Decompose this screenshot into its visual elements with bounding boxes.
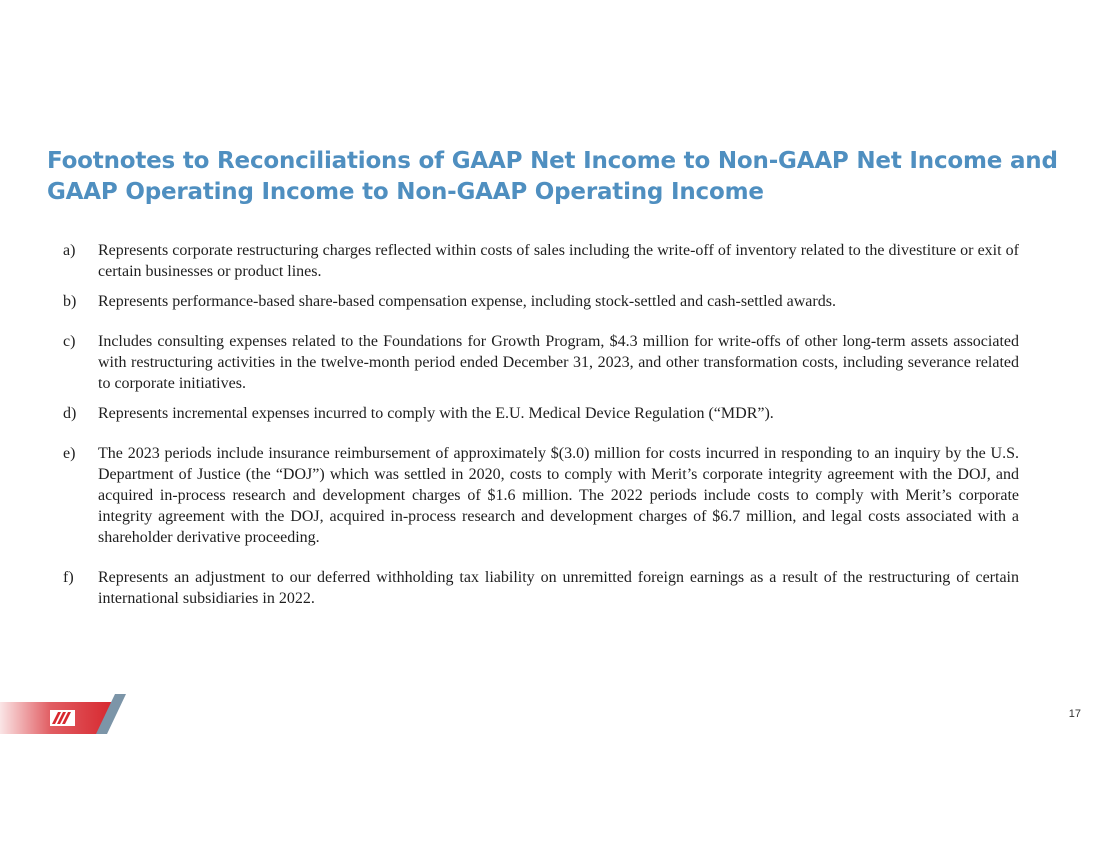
page-title-line-2: GAAP Operating Income to Non-GAAP Operating Income bbox=[47, 179, 764, 205]
footnote-text: Represents incremental expenses incurred to comply with the E.U. Medical Device Regulation (“MDR”). bbox=[98, 405, 774, 422]
footnote-text: Includes consulting expenses related to the Foundations for Growth Program, $4.3 million for write-offs of other long-term assets associated with restructuring activities in the twelve-month period ended December 31, 2023, and other transformation costs, including severance related to corporate initiatives. bbox=[98, 333, 1019, 392]
footnote-marker: a) bbox=[63, 242, 76, 259]
footnote-text: Represents an adjustment to our deferred withholding tax liability on unremitted foreign earnings as a result of the restructuring of certain international subsidiaries in 2022. bbox=[98, 569, 1019, 607]
footnote-text: The 2023 periods include insurance reimbursement of approximately $(3.0) million for costs incurred in responding to an inquiry by the U.S. Department of Justice (the “DOJ”) which was settled in 2020, costs to comply with Merit’s corporate integrity agreement with the DOJ, and acquired in-process research and development charges of $1.6 million. The 2022 periods include costs to comply with Merit’s corporate integrity agreement with the DOJ, acquired in-process research and development charges of $6.7 million, and legal costs associated with a shareholder derivative proceeding. bbox=[98, 445, 1019, 546]
footnote-a bbox=[63, 240, 1019, 282]
footnote-marker: c) bbox=[63, 333, 76, 350]
footnote-b bbox=[63, 291, 1019, 312]
footnotes-list bbox=[63, 240, 1019, 609]
brand-logo-band bbox=[0, 693, 130, 735]
page-number: 17 bbox=[1068, 708, 1081, 720]
footnote-marker: e) bbox=[63, 445, 76, 462]
page-title-line-1: Footnotes to Reconciliations of GAAP Net Income to Non-GAAP Net Income and bbox=[47, 148, 1058, 174]
footnote-marker: d) bbox=[63, 405, 77, 422]
footnote-text: Represents corporate restructuring charges reflected within costs of sales including the write-off of inventory related to the divestiture or exit of certain businesses or product lines. bbox=[98, 242, 1019, 280]
footnote-text: Represents performance-based share-based compensation expense, including stock-settled and cash-settled awards. bbox=[98, 293, 836, 310]
footnote-marker: b) bbox=[63, 293, 77, 310]
footnote-e bbox=[63, 443, 1019, 548]
page-title bbox=[47, 146, 1057, 208]
footnote-c bbox=[63, 331, 1019, 394]
footnote-marker: f) bbox=[63, 569, 74, 586]
footnote-f bbox=[63, 567, 1019, 609]
merit-logo-icon bbox=[0, 693, 130, 735]
footnote-d bbox=[63, 403, 1019, 424]
